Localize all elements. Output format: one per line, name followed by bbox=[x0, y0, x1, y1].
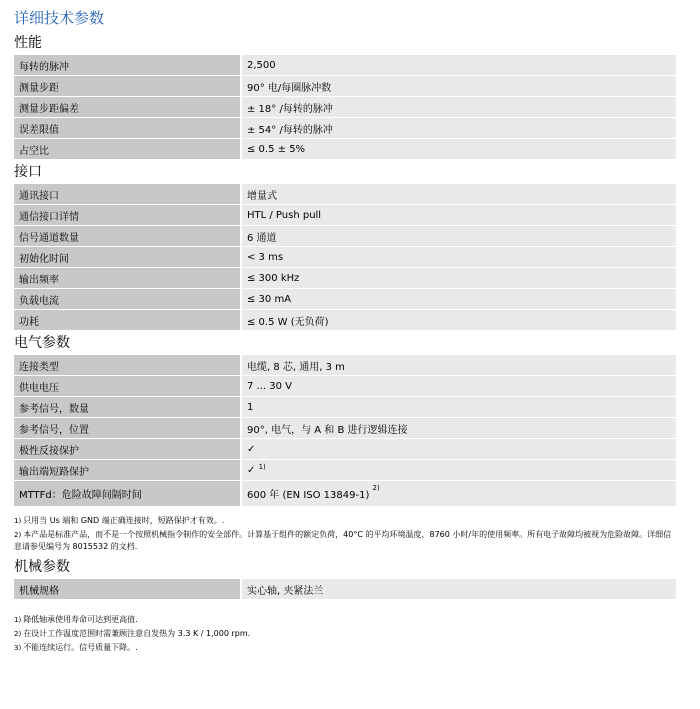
row-value: ≤ 30 mA bbox=[240, 289, 676, 310]
row-label: 信号通道数量 bbox=[14, 226, 240, 247]
section-heading-electrical: 电气参数 bbox=[14, 335, 70, 351]
table-row bbox=[14, 76, 676, 97]
table-row bbox=[14, 139, 676, 160]
footnote-number: 2) bbox=[14, 630, 22, 638]
row-label: 通信接口详情 bbox=[14, 205, 240, 226]
footnote-text: 在设计工作温度范围时需兼顾注意自发热为 3.3 K / 1,000 rpm. bbox=[23, 629, 251, 638]
row-label: 每转的脉冲 bbox=[14, 55, 240, 76]
footnote-item bbox=[14, 529, 676, 553]
row-label: MTTFd：危险故障间隔时间 bbox=[14, 481, 240, 507]
row-label: 机械规格 bbox=[14, 579, 240, 600]
table-row bbox=[14, 97, 676, 118]
row-value bbox=[240, 481, 676, 507]
table-row bbox=[14, 481, 676, 507]
row-value: < 3 ms bbox=[240, 247, 676, 268]
row-label: 功耗 bbox=[14, 310, 240, 331]
row-label: 占空比 bbox=[14, 139, 240, 160]
table-row bbox=[14, 118, 676, 139]
spec-table-performance bbox=[14, 55, 676, 160]
row-label: 输出端短路保护 bbox=[14, 460, 240, 481]
row-value: ≤ 0.5 W (无负荷) bbox=[240, 310, 676, 331]
page-title: 详细技术参数 bbox=[14, 9, 105, 27]
row-label: 负载电流 bbox=[14, 289, 240, 310]
row-value: ≤ 0.5 ± 5% bbox=[240, 139, 676, 160]
row-label: 参考信号，数量 bbox=[14, 397, 240, 418]
spec-table-interface bbox=[14, 184, 676, 331]
table-row bbox=[14, 226, 676, 247]
row-label: 参考信号，位置 bbox=[14, 418, 240, 439]
footnote-item bbox=[14, 614, 676, 626]
table-row bbox=[14, 579, 676, 600]
table-row bbox=[14, 460, 676, 481]
row-value-text: 600 年 (EN ISO 13849-1) bbox=[247, 490, 370, 501]
footnote-item bbox=[14, 642, 676, 654]
table-row bbox=[14, 418, 676, 439]
row-label: 误差限值 bbox=[14, 118, 240, 139]
checkmark-icon: ✓ bbox=[247, 443, 256, 455]
table-row bbox=[14, 355, 676, 376]
footnote-ref: 1) bbox=[258, 462, 266, 471]
row-value: 2,500 bbox=[240, 55, 676, 76]
footnote-number: 1) bbox=[14, 616, 22, 624]
row-label: 供电电压 bbox=[14, 376, 240, 397]
footnote-text: 不能连续运行。信号质量下降。. bbox=[23, 643, 138, 652]
table-row bbox=[14, 376, 676, 397]
table-row bbox=[14, 55, 676, 76]
footnote-text: 降低轴承使用寿命可达到更高值. bbox=[23, 615, 138, 624]
spec-table-mechanical bbox=[14, 579, 676, 600]
table-row bbox=[14, 289, 676, 310]
table-row bbox=[14, 205, 676, 226]
table-row bbox=[14, 184, 676, 205]
row-value: 7 ... 30 V bbox=[240, 376, 676, 397]
row-value: ± 18° /每转的脉冲 bbox=[240, 97, 676, 118]
footnotes-mechanical bbox=[14, 614, 676, 654]
footnote-number: 2) bbox=[14, 531, 22, 539]
section-heading-performance: 性能 bbox=[14, 35, 42, 51]
row-label: 测量步距偏差 bbox=[14, 97, 240, 118]
footnote-number: 1) bbox=[14, 517, 22, 525]
row-value: HTL / Push pull bbox=[240, 205, 676, 226]
footnote-ref: 2) bbox=[372, 484, 380, 492]
row-label: 极性反接保护 bbox=[14, 439, 240, 460]
row-label: 测量步距 bbox=[14, 76, 240, 97]
table-row bbox=[14, 439, 676, 460]
section-heading-interface: 接口 bbox=[14, 164, 42, 180]
footnote-number: 3) bbox=[14, 644, 22, 652]
footnotes-electrical bbox=[14, 515, 676, 553]
row-value bbox=[240, 439, 676, 460]
row-label: 通讯接口 bbox=[14, 184, 240, 205]
row-value: 6 通道 bbox=[240, 226, 676, 247]
row-value: 90°, 电气，与 A 和 B 进行逻辑连接 bbox=[240, 418, 676, 439]
row-value bbox=[240, 460, 676, 481]
table-row bbox=[14, 268, 676, 289]
row-value: 实心轴, 夹紧法兰 bbox=[240, 579, 676, 600]
row-label: 连接类型 bbox=[14, 355, 240, 376]
footnote-text: 只用当 Us 端和 GND 端正确连接时，短路保护才有效。. bbox=[23, 516, 225, 525]
row-value: 1 bbox=[240, 397, 676, 418]
footnote-item bbox=[14, 515, 676, 527]
row-label: 输出频率 bbox=[14, 268, 240, 289]
footnote-item bbox=[14, 628, 676, 640]
footnote-text: 本产品是标准产品，而不是一个按照机械指令制作的安全部件。计算基于组件的额定负荷，40°C 的平均环境温度，8760 小时/年的使用频率。所有电子故障均被视为危险故障。详细信息请参见编号为 8015532 的文档. bbox=[14, 530, 672, 551]
row-value: 增量式 bbox=[240, 184, 676, 205]
row-value: 电缆, 8 芯, 通用, 3 m bbox=[240, 355, 676, 376]
spec-table-electrical bbox=[14, 355, 676, 507]
table-row bbox=[14, 247, 676, 268]
row-value: ≤ 300 kHz bbox=[240, 268, 676, 289]
row-label: 初始化时间 bbox=[14, 247, 240, 268]
section-heading-mechanical: 机械参数 bbox=[14, 559, 70, 575]
table-row bbox=[14, 310, 676, 331]
row-value: 90° 电/每圈脉冲数 bbox=[240, 76, 676, 97]
table-row bbox=[14, 397, 676, 418]
checkmark-icon: ✓ bbox=[247, 464, 256, 476]
row-value: ± 54° /每转的脉冲 bbox=[240, 118, 676, 139]
